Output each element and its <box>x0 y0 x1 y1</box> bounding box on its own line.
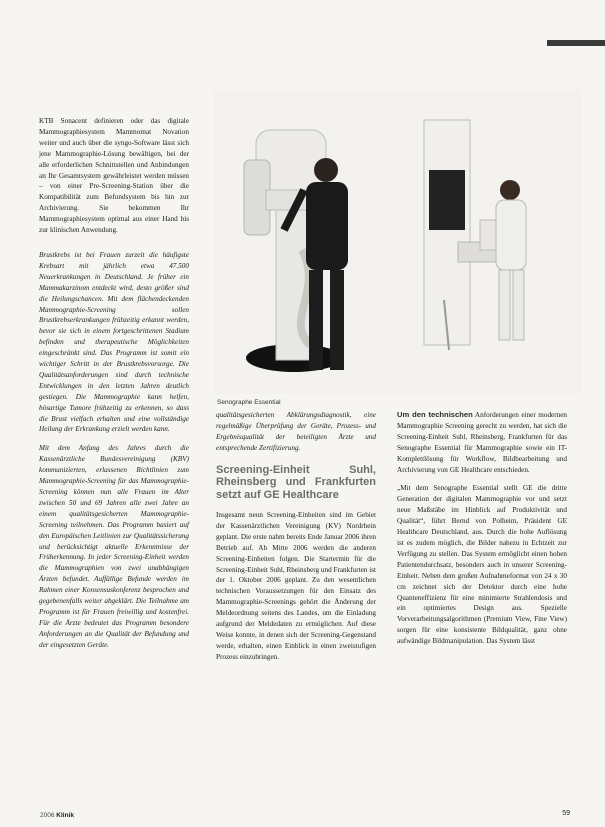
footer-left <box>40 812 74 819</box>
intro-paragraph: KTB Sonacent definieren oder das digitale Mammographiesystem Mammomat Novation weiter und auch über die syngo-Software lässt sich jene Mammographie-Lösung bewältigen, bei der alle erforderlichen Schnittstellen und Anbindungen an Ihr Gesamtsystem gewährleistet werden müssen – von einer Pre-Screening-Station über die Kompatibilität zum Befundsystem bis hin zur Archivierung. Sie bekommen Ihr Mammographiesystem optimal aus einer Hand bis zur klinischen Anwendung. <box>39 117 189 235</box>
section-heading: Screening-Einheit Suhl, Rheinsberg und Frankfurten setzt auf GE Healthcare <box>216 463 376 502</box>
footer-prefix: 2006 <box>40 812 55 819</box>
page-number: 59 <box>562 810 570 817</box>
corner-bar <box>547 40 605 46</box>
technician-figure <box>496 180 526 340</box>
body-paragraph-col2: Insgesamt neun Screening-Einheiten sind im Gebiet der Kassenärztlichen Vereinigung (KV) Nordrhein geplant. Die erste nahm bereits Ende Januar 2006 ihren Betrieb auf. Ab Mitte 2006 werden die anderen Screening-Einheiten folgen. Die Startermin für die Screening-Einheit Suhl, Rheinsberg und Frankfurten ist der 1. Oktober 2006 geplant. Zu den wesentlichen technischen Voraussetzungen für den Einsatz des Mammographie-Screenings gehört die Änderung der Meldeordnung seitens des Landes, um die Einladung aufgrund der Meldedaten zu ermöglichen. Auf diese Weise konnte, in denen sich der Screening-Gegenstand werde, erhalten, einen Einblick in einen zweistufigen Prozess einzubringen. <box>216 511 376 661</box>
mammography-photo <box>214 90 582 394</box>
photo-caption: Senographe Essential <box>217 399 281 406</box>
column-2 <box>216 410 376 671</box>
italic-paragraph-2: Mit dem Anfang des Jahres durch die Kassenärztliche Bundesvereinigung (KBV) kommunizierten, erlassenen Richtlinien zum Mammographie-Screening für das Mammographie-Screening können nun alle Frauen im Alter zwischen 50 und 69 Jahren alle zwei Jahre an einem qualitätsgesicherten Mammographie-Screening teilnehmen. Das Programm basiert auf den Europäischen Leitlinien zur Qualitätssicherung und berücksichtigt aktuelle Erkenntnisse der Früherkennung. In jeder Screening-Einheit werden die Mammographien von zwei unabhängigen Ärzten befundet. Auffällige Befunde werden im Rahmen einer Konsensuskonferenz besprochen und gegebenenfalls weiter abgeklärt. Die Teilnahme am Programm ist für Frauen freiwillig und kostenfrei. Für die Ärzte bedeutet das Programm besondere Anforderungen an die Qualität der Befundung und der eingesetzten Geräte. <box>39 444 189 649</box>
column-1 <box>39 116 189 659</box>
italic-paragraph-col2: qualitätsgesicherten Abklärungsdiagnostik, eine regelmäßige Überprüfung der Geräte, Prozess- und Ergebnisqualität der beteiligten Ärzte und entsprechende Zertifizierung. <box>216 411 376 452</box>
column-3 <box>397 410 567 655</box>
footer-brand: Klinik <box>56 812 74 819</box>
product-photo <box>214 90 582 394</box>
col3-text-1: Anforderungen einer modernen Mammographie Screening gerecht zu werden, hat sich die Screening-Einheit Suhl, Rheinsberg, Frankfurten für das Senographe Essential für Mammographie sowie ein IT-Komplettlösung für Workflow, Bildbearbeitung und Archivierung von GE Healthcare entschieden. <box>397 411 568 474</box>
lead-in: Um den technischen <box>397 410 473 419</box>
body-paragraph-col3-2: „Mit dem Senographe Essential stellt GE die dritte Generation der digitalen Mammographie vor und setzt neue Maßstäbe im Hinblick auf Produktivität und Qualität“, führt Bernd von Polheim, Präsident GE Healthcare Deutschland, aus. Durch die hohe Auflösung ist es zudem möglich, die Bilder nahezu in Echtzeit zur Verfügung zu stellen. Das System ermöglicht einen hohen Patientendurchsatz, besonders auch in unserer Screening-Einheit. Neben dem großen Aufnahmeformat von 24 x 30 cm zeichnet sich der Detektor durch eine hohe Quanteneffizienz für eine minimierte Strahlendosis und ein optimiertes Design aus. Spezielle Vorverarbeitungsalgorithmen (Premium View, Fine View) sorgen für eine konsistente Bildqualität, ganz ohne aufwändige Bildmanipulation. Das System lässt <box>397 484 567 646</box>
italic-paragraph-1: Brustkrebs ist bei Frauen zurzeit die häufigste Krebsart mit jährlich etwa 47.500 Neuerkrankungen in Deutschland. Je früher ein Mammakarzinom entdeckt wird, desto größer sind die Heilungschancen. Mit dem flächendeckenden Mammographie-Screening sollen Brustkrebserkrankungen frühzeitig erkannt werden, bevor sie sich in einem fortgeschrittenen Stadium befinden und therapeutische Möglichkeiten eingeschränkt sind. Das Programm ist somit ein wichtiger Schritt in der Brustkrebsvorsorge. Die Qualitätsanforderungen sind durch technische Entwicklungen in den letzten Jahren deutlich gestiegen. Die Mammographie kann helfen, bösartige Tumore frühzeitig zu erkennen, so dass die Brust vielfach erhalten und eine vollständige Heilung der Erkrankung erzielt werden kann. <box>39 250 189 434</box>
body-paragraph-col3-1 <box>397 410 567 475</box>
